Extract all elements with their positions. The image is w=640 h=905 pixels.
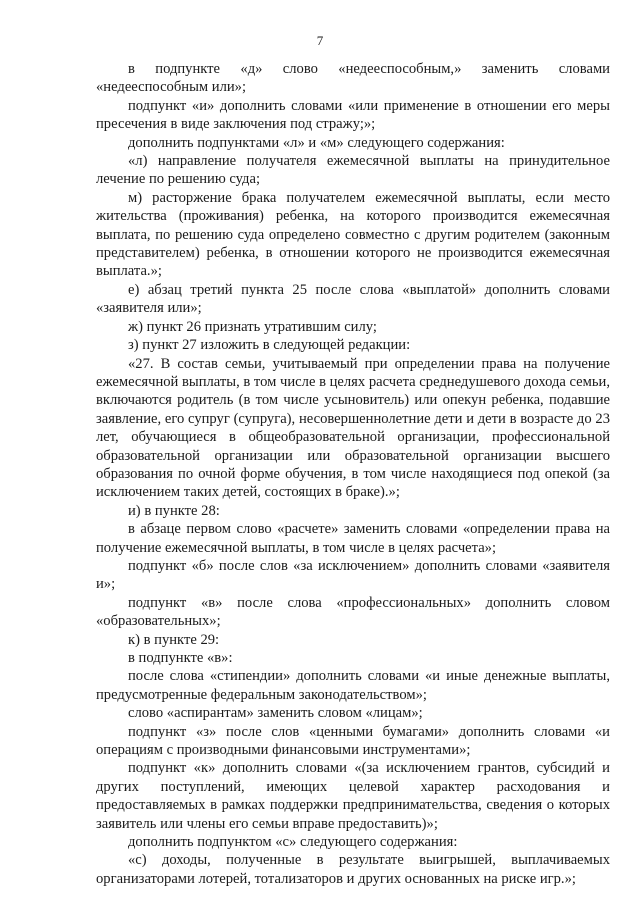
page-number: 7 [316, 33, 324, 48]
paragraph-9: «27. В состав семьи, учитываемый при определении права на получение ежемесячной выплаты, в том числе в целях расчета среднедушевого дохода семьи, включаются родитель (в том числе усыновитель) или опекун ребенка, подавшие заявление, его супруг (супруга), несовершеннолетние дети и дети в возрасте до 23 лет, обучающиеся в общеобразовательной организации, профессиональной образовательной организации или образовательной организации высшего образования по очной форме обучения, в том числе находящиеся под опекой (за исключением таких детей, состоящих в браке).»; [96, 355, 610, 501]
paragraph-17: слово «аспирантам» заменить словом «лицам»; [128, 705, 423, 722]
paragraph-18: подпункт «з» после слов «ценными бумагами» дополнить словами «и операциям с производными финансовыми инструментами»; [96, 723, 610, 759]
paragraph-15: в подпункте «в»: [128, 650, 233, 666]
paragraph-3: дополнить подпунктами «л» и «м» следующего содержания: [128, 134, 505, 151]
paragraph-7: ж) пункт 26 признать утратившим силу; [128, 318, 377, 335]
paragraph-10: и) в пункте 28: [128, 502, 220, 519]
paragraph-11: в абзаце первом слово «расчете» заменить словами «определении права на получение ежемесячной выплаты, в том числе в целях расчета»; [96, 521, 610, 556]
paragraph-8: з) пункт 27 изложить в следующей редакции: [128, 337, 411, 354]
paragraph-14: к) в пункте 29: [128, 631, 220, 648]
document-body [96, 60, 610, 888]
paragraph-21: «с) доходы, полученные в результате выигрышей, выплачиваемых организаторами лотерей, тотализаторов и других основанных на риске игр.»; [96, 852, 610, 887]
paragraph-12: подпункт «б» после слов «за исключением» дополнить словами «заявителя и»; [96, 557, 610, 593]
paragraph-2: подпункт «и» дополнить словами «или применение в отношении его меры пресечения в виде заключения под стражу;»; [96, 97, 610, 133]
paragraph-4: «л) направление получателя ежемесячной выплаты на принудительное лечение по решению суда; [96, 153, 610, 188]
paragraph-16: после слова «стипендии» дополнить словами «и иные денежные выплаты, предусмотренные федеральным законодательством»; [96, 668, 610, 703]
paragraph-6: е) абзац третий пункта 25 после слова «выплатой» дополнить словами «заявителя или»; [96, 281, 610, 317]
paragraph-5: м) расторжение брака получателем ежемесячной выплаты, если место жительства (проживания) ребенка, на которого производится ежемесячная выплата, по решению суда определено совместно с другим родителем (законным представителем) ребенка, в отношении которого не производится ежемесячная выплата.»; [96, 189, 610, 280]
paragraph-19: подпункт «к» дополнить словами «(за исключением грантов, субсидий и других поступлений, имеющих целевой характер расходования и предоставляемых в рамках поддержки предпринимательства, сведения о которых заявитель или члены его семьи вправе предоставить)»; [96, 760, 610, 832]
paragraph-20: дополнить подпунктом «с» следующего содержания: [128, 834, 458, 851]
paragraph-1: в подпункте «д» слово «недееспособным,» заменить словами «недееспособным или»; [96, 61, 610, 96]
paragraph-13: подпункт «в» после слова «профессиональных» дополнить словом «образовательных»; [96, 594, 610, 630]
